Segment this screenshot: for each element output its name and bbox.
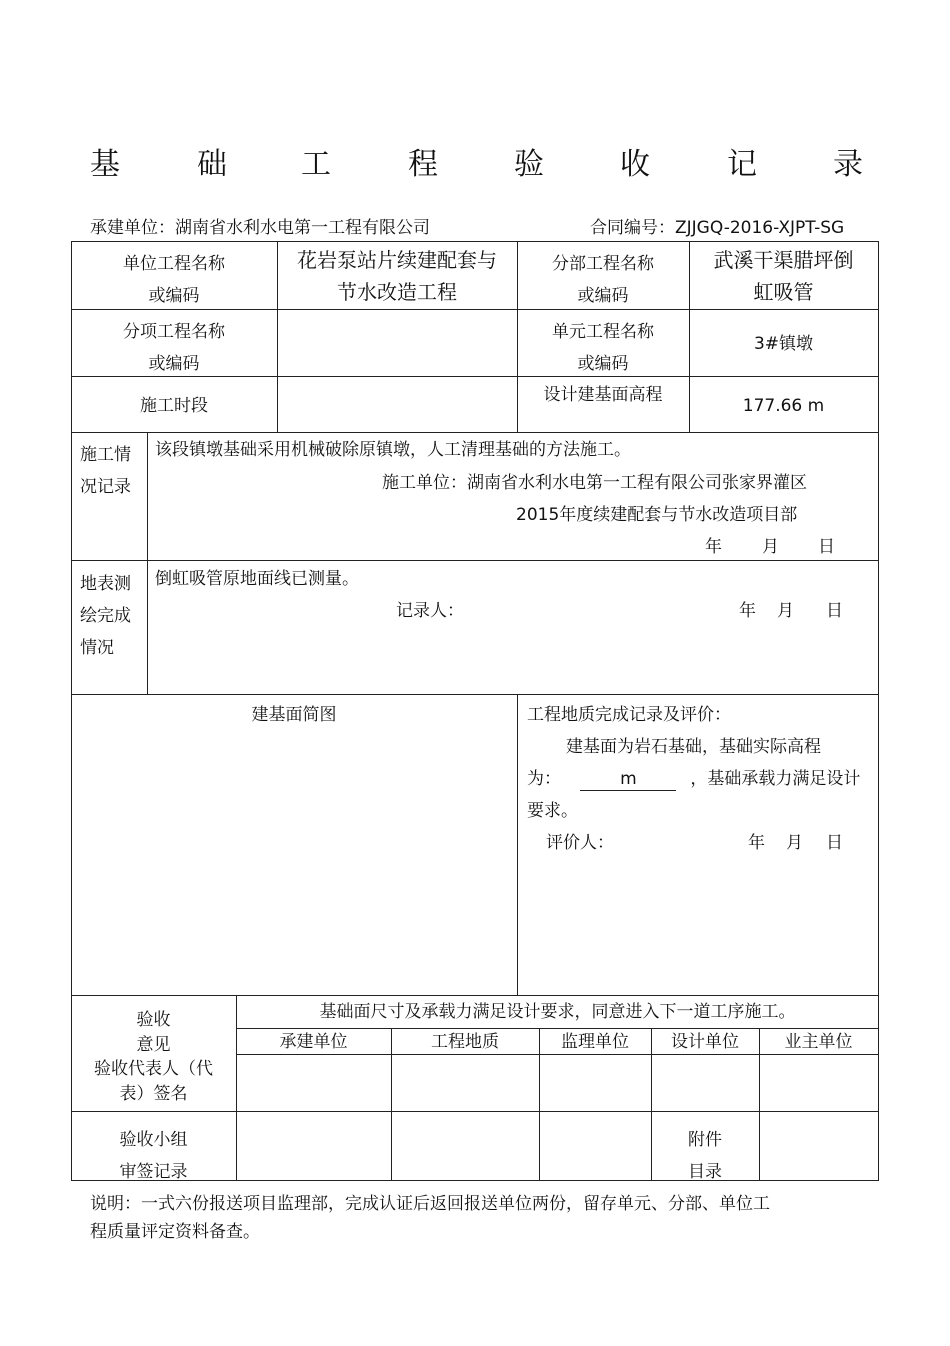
grid-line [147, 432, 148, 694]
design-elevation-value: 177.66 m [742, 396, 825, 416]
actual-elevation-blank: m [580, 768, 676, 791]
acceptance-opinion: 基础面尺寸及承载力满足设计要求，同意进入下一道工序施工。 [319, 1002, 796, 1022]
grid-line [71, 560, 879, 561]
group-review-label-line: 验收小组 [119, 1130, 188, 1150]
sub-project-label-line: 分部工程名称 [552, 254, 654, 274]
geology-title: 工程地质完成记录及评价： [527, 705, 731, 725]
element-project-label-line: 单元工程名称 [552, 322, 654, 342]
title-char: 收 [620, 147, 650, 182]
attachment-label-line: 目录 [688, 1162, 722, 1182]
unit-project-value [277, 244, 517, 308]
title-char: 验 [514, 147, 544, 182]
party-designer: 设计单位 [671, 1032, 739, 1052]
contractor-line [90, 217, 430, 239]
survey-label [80, 568, 131, 664]
construction-date-month: 月 [762, 537, 779, 557]
unit-project-label-line: 单位工程名称 [123, 254, 225, 274]
unit-project-label [71, 248, 277, 312]
design-elevation-label: 设计建基面高程 [543, 385, 663, 405]
contract-number-value: ZJJGQ-2016-XJPT-SG [675, 218, 845, 238]
sub-project-value [689, 244, 878, 308]
foundation-sketch-label: 建基面简图 [251, 705, 337, 725]
survey-label-line: 情况 [80, 638, 114, 658]
party-owner: 业主单位 [784, 1032, 853, 1052]
grid-line [236, 1054, 879, 1055]
geology-line-3: 要求。 [527, 801, 578, 821]
survey-date-month: 月 [777, 601, 794, 621]
title-char: 程 [408, 147, 438, 182]
grid-line [878, 241, 879, 1180]
group-review-label-line: 审签记录 [119, 1162, 188, 1182]
construction-text: 该段镇墩基础采用机械破除原镇墩，人工清理基础的方法施工。 [155, 440, 631, 460]
item-project-label [71, 316, 277, 380]
sub-project-label [517, 248, 689, 312]
grid-line [71, 1111, 879, 1112]
construction-label-line: 况记录 [80, 477, 131, 497]
grid-line [236, 1028, 879, 1029]
evaluation-date-month: 月 [786, 833, 803, 853]
acceptance-label-line: 意见 [136, 1034, 171, 1055]
evaluation-date-year: 年 [748, 833, 765, 853]
title-char: 记 [727, 147, 757, 182]
title-char: 录 [833, 147, 863, 182]
geology-line-2-prefix: 为： [527, 769, 561, 789]
geology-line-2 [527, 768, 860, 791]
sub-project-value-line: 武溪干渠腊坪倒 [713, 248, 854, 272]
survey-text: 倒虹吸管原地面线已测量。 [155, 569, 359, 589]
grid-line [517, 694, 518, 995]
element-project-value: 3#镇墩 [753, 334, 814, 354]
survey-recorder-label: 记录人： [396, 601, 464, 621]
construction-label [80, 439, 131, 503]
item-project-label-line: 或编码 [148, 354, 200, 374]
acceptance-label-line: 验收代表人（代 [94, 1059, 213, 1079]
geology-line-2-suffix: ，基础承载力满足设计 [690, 769, 861, 789]
geology-line-1: 建基面为岩石基础，基础实际高程 [566, 737, 821, 757]
construction-label-line: 施工情 [80, 445, 131, 465]
contractor-value: 湖南省水利水电第一工程有限公司 [175, 218, 430, 238]
element-project-label [517, 316, 689, 380]
grid-line [71, 432, 879, 433]
title-char: 基 [90, 147, 120, 182]
party-geology: 工程地质 [431, 1032, 499, 1052]
sub-project-value-line: 虹吸管 [753, 280, 814, 304]
title-char: 础 [197, 147, 227, 182]
contractor-label: 承建单位： [90, 218, 175, 238]
footnote-line: 程质量评定资料备查。 [90, 1222, 260, 1242]
contract-number-line [590, 217, 844, 239]
footnote [90, 1190, 770, 1246]
acceptance-label [71, 1008, 236, 1106]
unit-project-value-line: 节水改造工程 [337, 280, 457, 304]
sub-project-label-line: 或编码 [577, 286, 629, 306]
contract-number-label: 合同编号： [590, 218, 675, 238]
survey-date-day: 日 [826, 601, 843, 621]
group-review-label [71, 1124, 236, 1188]
grid-line [71, 241, 879, 242]
unit-project-value-line: 花岩泵站片续建配套与 [297, 248, 497, 272]
attachment-label-line: 附件 [688, 1130, 722, 1150]
attachment-label [651, 1124, 759, 1188]
footnote-line: 说明：一式六份报送项目监理部，完成认证后返回报送单位两份，留存单元、分部、单位工 [90, 1194, 770, 1214]
construction-date-day: 日 [818, 537, 835, 557]
survey-label-line: 地表测 [80, 574, 131, 594]
construction-unit-line-1: 施工单位：湖南省水利水电第一工程有限公司张家界灌区 [382, 473, 807, 493]
survey-date-year: 年 [739, 601, 756, 621]
element-project-label-line: 或编码 [577, 354, 629, 374]
item-project-label-line: 分项工程名称 [123, 322, 225, 342]
party-supervisor: 监理单位 [561, 1032, 629, 1052]
acceptance-label-line: 验收 [136, 1010, 171, 1030]
construction-date-year: 年 [705, 537, 722, 557]
evaluator-label: 评价人： [546, 833, 614, 853]
party-contractor: 承建单位 [279, 1032, 348, 1052]
survey-label-line: 绘完成 [80, 606, 131, 626]
grid-line [71, 694, 879, 695]
construction-unit-line-2: 2015年度续建配套与节水改造项目部 [516, 505, 798, 525]
acceptance-label-line: 表）签名 [119, 1083, 188, 1104]
title-char: 工 [301, 147, 331, 182]
unit-project-label-line: 或编码 [148, 286, 200, 306]
evaluation-date-day: 日 [826, 833, 843, 853]
period-label: 施工时段 [140, 396, 208, 416]
grid-line [71, 995, 879, 996]
